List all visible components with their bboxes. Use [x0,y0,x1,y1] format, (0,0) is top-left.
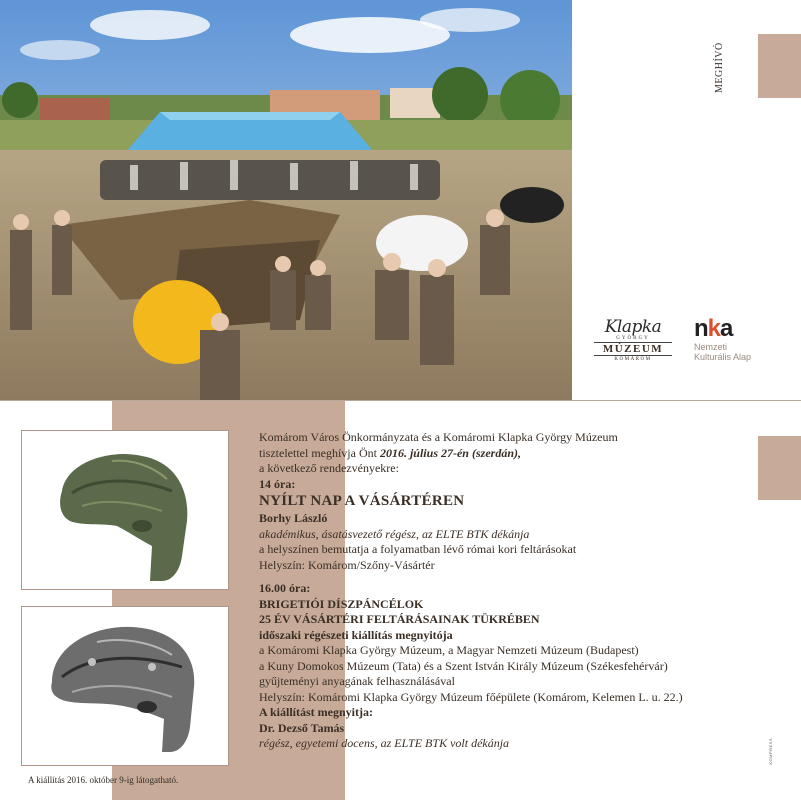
invitation-text [259,430,759,752]
event-date: 2016. július 27-én (szerdán), [379,445,521,460]
logo-line2: MÚZEUM [594,342,672,356]
intro-line2 [259,446,759,462]
nka-n: n [694,315,708,342]
excavation-photo [0,0,572,400]
event2-subtitle: időszaki régészeti kiállítás megnyitója [259,627,453,642]
helmet-image-2 [21,606,229,766]
event1-location: Helyszín: Komárom/Szőny-Vásártér [259,557,435,572]
exhibition-caption: A kiállítás 2016. október 9-ig látogatható. [28,775,179,785]
nka-logo [694,316,774,368]
event1-speaker: Borhy László [259,511,328,525]
event2-opener-label: A kiállítást megnyitja: [259,705,373,719]
meghivo-label: MEGHÍVÓ [714,42,725,94]
event2-time: 16.00 óra: [259,581,311,595]
nka-mark [694,316,774,342]
event2-title1: BRIGETIÓI DÍSZPÁNCÉLOK [259,596,424,611]
intro-line1: Komárom Város Önkormányzata és a Komáromi Klapka György Múzeum [259,430,618,444]
event2-title2: 25 ÉV VÁSÁRTÉRI FELTÁRÁSAINAK TÜKRÉBEN [259,612,540,626]
intro-line3: a következő rendezvényekre: [259,461,399,475]
logo-line3: KOMÁROM [614,357,652,362]
event2-line2: a Kuny Domokos Múzeum (Tata) és a Szent István Király Múzeum (Székesfehérvár) [259,658,668,673]
logo-line1: GYÖRGY [616,336,650,341]
helmet-image-1 [21,430,229,590]
printer-mark: KOMPRESS [768,738,773,765]
accent-tab-bottom [758,436,801,500]
event1-time: 14 óra: [259,476,296,491]
event2-line1: a Komáromi Klapka György Múzeum, a Magyar Nemzeti Múzeum (Budapest) [259,643,639,657]
event2-opener-title: régész, egyetemi docens, az ELTE BTK volt dékánja [259,736,510,750]
event2-location: Helyszín: Komáromi Klapka György Múzeum főépülete (Komárom, Kelemen L. u. 22.) [259,689,683,704]
logo-script: Klapka [604,317,662,337]
accent-tab-top [758,34,801,98]
intro-line2a: tisztelettel meghívja Önt [259,445,380,460]
event1-desc: a helyszínen bemutatja a folyamatban lévő római kori feltárásokat [259,542,577,556]
event2-opener: Dr. Dezső Tamás [259,720,345,735]
nka-a: a [720,315,733,342]
event1-title: NYÍLT NAP A VÁSÁRTÉREN [259,493,465,509]
event1-speaker-title: akadémikus, ásatásvezető régész, az ELTE BTK dékánja [259,526,530,541]
event2-line3: gyűjteményi anyagának felhasználásával [259,674,455,688]
nka-line2: Kulturális Alap [694,352,752,362]
nka-line1: Nemzeti [694,342,728,352]
nka-k: k [707,315,721,342]
klapka-museum-logo [594,318,672,368]
